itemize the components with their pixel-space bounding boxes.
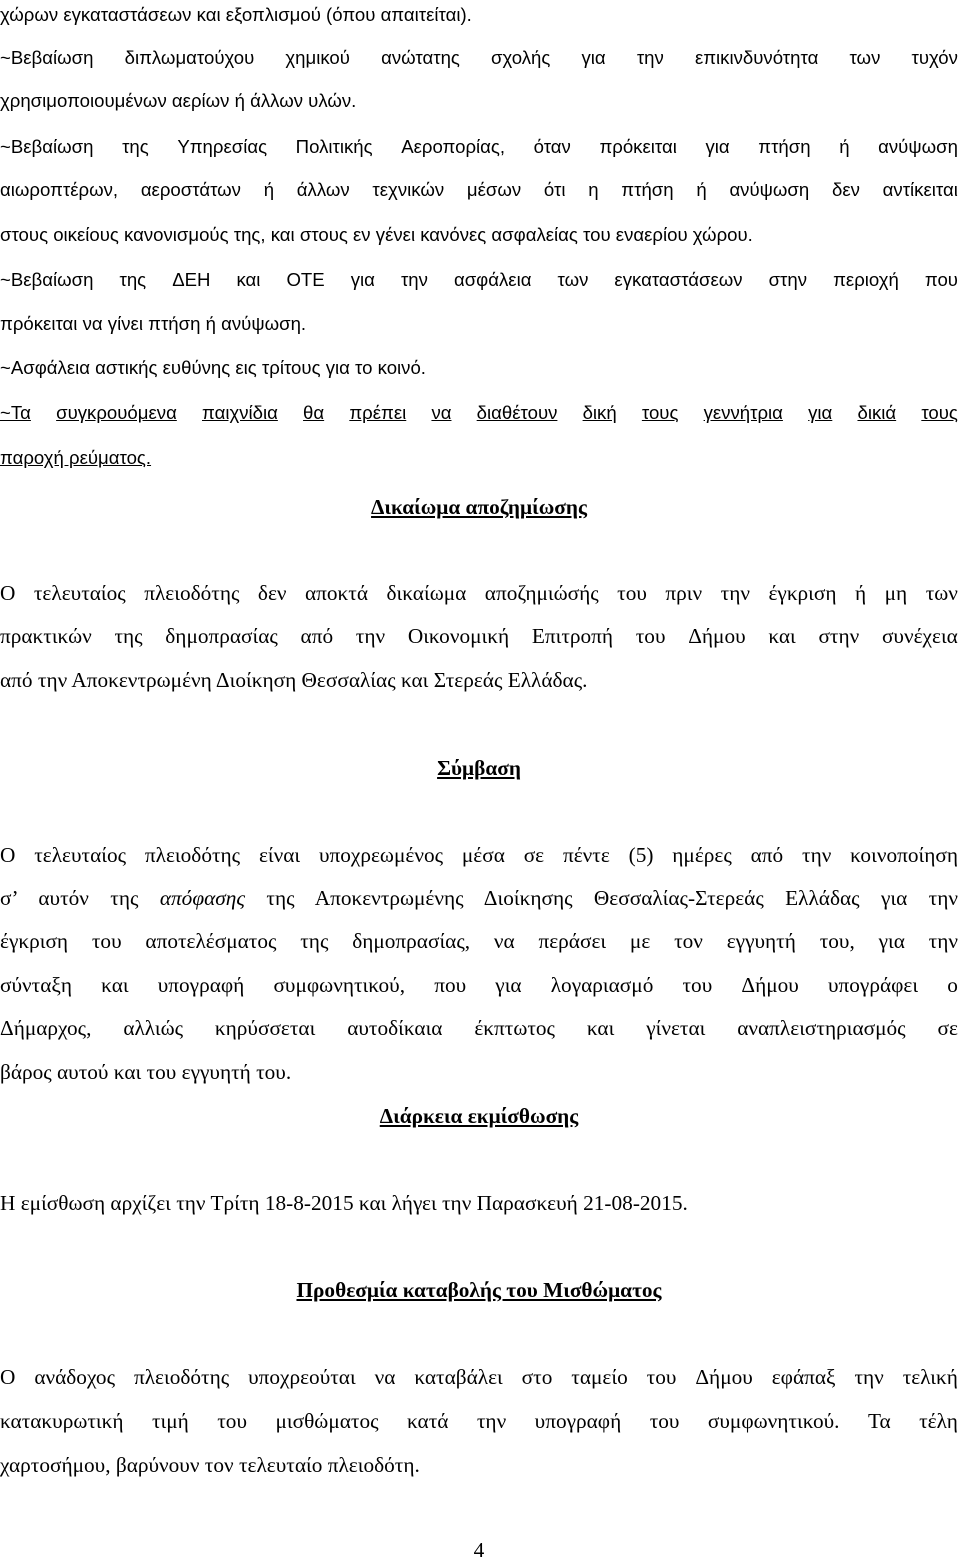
word: από	[300, 624, 334, 648]
word: άλλων	[296, 179, 350, 200]
word: μέσα	[461, 843, 505, 867]
list-line-2	[0, 49, 958, 68]
heading-compensation: Δικαίωμα αποζημίωσης	[371, 495, 587, 519]
list-line-10	[0, 404, 958, 423]
word: συμφωνητικού,	[273, 973, 406, 997]
word: του	[617, 581, 647, 605]
contract-line-2-a: σ’ αυτόν της	[0, 886, 160, 910]
word: πτήση	[621, 179, 674, 200]
word: πλειοδότης	[144, 581, 240, 605]
word: υποχρεούται	[248, 1365, 356, 1389]
duration-line-1: Η εμίσθωση αρχίζει την Τρίτη 18-8-2015 και λήγει την Παρασκευή 21-08-2015.	[0, 1191, 688, 1215]
word: που	[434, 973, 467, 997]
word: σε	[523, 843, 545, 867]
word: σύνταξη	[0, 973, 73, 997]
word: κοινοποίηση	[850, 843, 958, 867]
list-line-4	[0, 138, 958, 157]
compensation-line-3: από την Αποκεντρωμένη Διοίκηση Θεσσαλίας και Στερεάς Ελλάδας.	[0, 668, 588, 692]
word: κατακυρωτική	[0, 1409, 124, 1433]
word: πλειοδότης	[133, 1365, 230, 1389]
word: για	[878, 929, 905, 953]
word: τέλη	[919, 1409, 958, 1433]
word: τιμή	[151, 1409, 189, 1433]
word: αιωροπτέρων,	[0, 179, 119, 200]
word: έγκριση	[0, 929, 69, 953]
word: αυτοδίκαια	[347, 1016, 443, 1040]
list-line-3: χρησιμοποιουμένων αερίων ή άλλων υλών.	[0, 90, 357, 111]
word: την	[720, 581, 750, 605]
page-number: 4	[473, 1538, 485, 1562]
word: ~Βεβαίωση	[0, 136, 94, 157]
word: Δήμου	[695, 1365, 753, 1389]
list-line-11: παροχή ρεύματος.	[0, 447, 152, 468]
word: και	[101, 973, 129, 997]
word: την	[476, 1409, 507, 1433]
word: χημικού	[285, 47, 350, 68]
word: την	[400, 269, 428, 290]
word: συγκρουόμενα	[56, 402, 177, 423]
word: επικινδυνότητα	[694, 47, 819, 68]
word: υπογράφει	[827, 973, 919, 997]
word: σε	[937, 1016, 958, 1040]
word: του,	[819, 929, 855, 953]
word: ή	[855, 581, 867, 605]
word: Ο	[0, 1365, 16, 1389]
word: δημοπρασίας,	[352, 929, 471, 953]
word: στο	[521, 1365, 553, 1389]
word: εφάπαξ	[771, 1365, 836, 1389]
word: γίνεται	[646, 1016, 706, 1040]
word: ή	[839, 136, 850, 157]
word: τους	[641, 402, 679, 423]
list-line-8: πρόκειται να γίνει πτήση ή ανύψωση.	[0, 313, 307, 334]
word: δημοπρασίας	[165, 624, 278, 648]
word: να	[493, 929, 515, 953]
word: δεν	[831, 179, 860, 200]
word: Επιτροπή	[531, 624, 614, 648]
word: ανώτατης	[381, 47, 460, 68]
word: την	[355, 624, 386, 648]
word: δεν	[257, 581, 287, 605]
word: περιοχή	[833, 269, 899, 290]
word: θα	[303, 402, 325, 423]
word: παιχνίδια	[202, 402, 278, 423]
word: εγκαταστάσεων	[614, 269, 743, 290]
word: ταμείο	[571, 1365, 628, 1389]
payment-line-1	[0, 1367, 958, 1388]
word: της	[119, 269, 147, 290]
contract-line-2-b: της Αποκεντρωμένης Διοίκησης Θεσσαλίας-Στερεάς Ελλάδας για την	[245, 886, 958, 910]
word: του	[91, 929, 122, 953]
contract-line-2	[0, 888, 958, 909]
word: από	[750, 843, 784, 867]
word: των	[849, 47, 881, 68]
word: ή	[696, 179, 707, 200]
word: ασφάλεια	[453, 269, 532, 290]
word: του	[649, 1409, 680, 1433]
word: Τα	[867, 1409, 891, 1433]
word: των	[557, 269, 589, 290]
word: ότι	[543, 179, 566, 200]
word: δικιά	[857, 402, 897, 423]
word: ΟΤΕ	[286, 269, 325, 290]
word: ΔΕΗ	[172, 269, 211, 290]
word: τεχνικών	[372, 179, 445, 200]
word: των	[925, 581, 958, 605]
word: ημέρες	[672, 843, 732, 867]
word: για	[581, 47, 606, 68]
word: με	[629, 929, 651, 953]
word: την	[928, 929, 958, 953]
word: ~Βεβαίωση	[0, 269, 94, 290]
word: Πολιτικής	[295, 136, 373, 157]
word: πρόκειται	[599, 136, 677, 157]
word: μη	[884, 581, 908, 605]
word: για	[495, 973, 522, 997]
word: αλλιώς	[123, 1016, 184, 1040]
word: διπλωματούχου	[124, 47, 255, 68]
word: που	[924, 269, 958, 290]
word: Ο	[0, 581, 16, 605]
contract-line-3	[0, 931, 958, 952]
word: περάσει	[538, 929, 607, 953]
list-line-9: ~Ασφάλεια αστικής ευθύνης εις τρίτους για το κοινό.	[0, 357, 426, 378]
word: του	[646, 1365, 677, 1389]
word: έκπτωτος	[474, 1016, 555, 1040]
word: και	[236, 269, 261, 290]
word: ο	[947, 973, 958, 997]
contract-line-6: βάρος αυτού και του εγγυητή του.	[0, 1060, 292, 1084]
word: του	[635, 624, 666, 648]
word: συμφωνητικού.	[707, 1409, 840, 1433]
word: για	[350, 269, 375, 290]
word: διαθέτουν	[476, 402, 558, 423]
word: στην	[768, 269, 808, 290]
word: αποκτά	[305, 581, 369, 605]
contract-line-1	[0, 845, 958, 866]
word: ανύψωση	[878, 136, 958, 157]
word: τυχόν	[911, 47, 958, 68]
word: και	[586, 1016, 615, 1040]
word: κατά	[407, 1409, 449, 1433]
word: ~Βεβαίωση	[0, 47, 94, 68]
word: (5)	[628, 843, 654, 867]
word: τελευταίος	[34, 843, 127, 867]
word: δική	[582, 402, 617, 423]
compensation-line-1	[0, 583, 958, 604]
word: αναπλειστηριασμός	[737, 1016, 906, 1040]
word: συνέχεια	[881, 624, 958, 648]
word: μέσων	[466, 179, 522, 200]
payment-line-3: χαρτοσήμου, βαρύνουν τον τελευταίο πλειοδότη.	[0, 1453, 420, 1477]
word: πρέπει	[349, 402, 407, 423]
word: Δήμου	[688, 624, 746, 648]
list-line-5	[0, 181, 958, 200]
word: την	[854, 1365, 884, 1389]
word: λογαριασμό	[550, 973, 654, 997]
contract-line-2-emphasis: απόφασης	[159, 886, 245, 910]
word: αντίκειται	[882, 179, 958, 200]
word: στην	[818, 624, 860, 648]
word: ή	[263, 179, 275, 200]
word: υπογραφή	[157, 973, 245, 997]
compensation-line-2	[0, 626, 958, 647]
word: ανάδοχος	[34, 1365, 116, 1389]
word: κηρύσσεται	[214, 1016, 316, 1040]
heading-contract: Σύμβαση	[437, 756, 521, 780]
word: Δήμου	[741, 973, 799, 997]
heading-duration: Διάρκεια εκμίσθωσης	[379, 1104, 579, 1128]
word: τελευταίος	[33, 581, 126, 605]
word: πλειοδότης	[144, 843, 241, 867]
word: έγκριση	[768, 581, 837, 605]
word: υπογραφή	[534, 1409, 622, 1433]
word: του	[217, 1409, 248, 1433]
word: εγγυητή	[726, 929, 796, 953]
word: πρακτικών	[0, 624, 92, 648]
word: της	[122, 136, 149, 157]
word: ~Τα	[0, 402, 31, 423]
word: πριν	[665, 581, 703, 605]
word: τους	[921, 402, 958, 423]
word: γεννήτρια	[703, 402, 783, 423]
word: τελική	[902, 1365, 958, 1389]
word: σχολής	[491, 47, 551, 68]
word: για	[808, 402, 833, 423]
word: Υπηρεσίας	[177, 136, 268, 157]
word: αποτελέσματος	[145, 929, 277, 953]
word: η	[588, 179, 599, 200]
word: της	[114, 624, 143, 648]
word: ανύψωση	[729, 179, 810, 200]
word: πέντε	[562, 843, 610, 867]
word: και	[768, 624, 796, 648]
word: τον	[674, 929, 703, 953]
payment-line-2	[0, 1411, 958, 1432]
word: Οικονομική	[407, 624, 510, 648]
word: να	[431, 402, 452, 423]
word: καταβάλει	[414, 1365, 503, 1389]
list-line-6: στους οικείους κανονισμούς της, και στους εν γένει κανόνες ασφαλείας του εναερίου χώρου.	[0, 224, 753, 245]
contract-line-5	[0, 1018, 958, 1039]
contract-line-4	[0, 975, 958, 996]
list-line-7	[0, 271, 958, 290]
word: του	[682, 973, 713, 997]
word: όταν	[533, 136, 571, 157]
word: της	[300, 929, 329, 953]
word: την	[636, 47, 664, 68]
word: Ο	[0, 843, 16, 867]
word: Δήμαρχος,	[0, 1016, 92, 1040]
word: δικαίωμα	[386, 581, 467, 605]
heading-payment: Προθεσμία καταβολής του Μισθώματος	[296, 1278, 662, 1302]
word: να	[374, 1365, 396, 1389]
word: υποχρεωμένος	[318, 843, 444, 867]
word: είναι	[258, 843, 301, 867]
word: αεροστάτων	[140, 179, 241, 200]
word: πτήση	[758, 136, 811, 157]
word: μισθώματος	[275, 1409, 379, 1433]
list-line-1: χώρων εγκαταστάσεων και εξοπλισμού (όπου απαιτείται).	[0, 4, 472, 25]
word: την	[802, 843, 832, 867]
word: αποζημιώσής	[484, 581, 599, 605]
word: για	[705, 136, 730, 157]
word: Αεροπορίας,	[401, 136, 506, 157]
